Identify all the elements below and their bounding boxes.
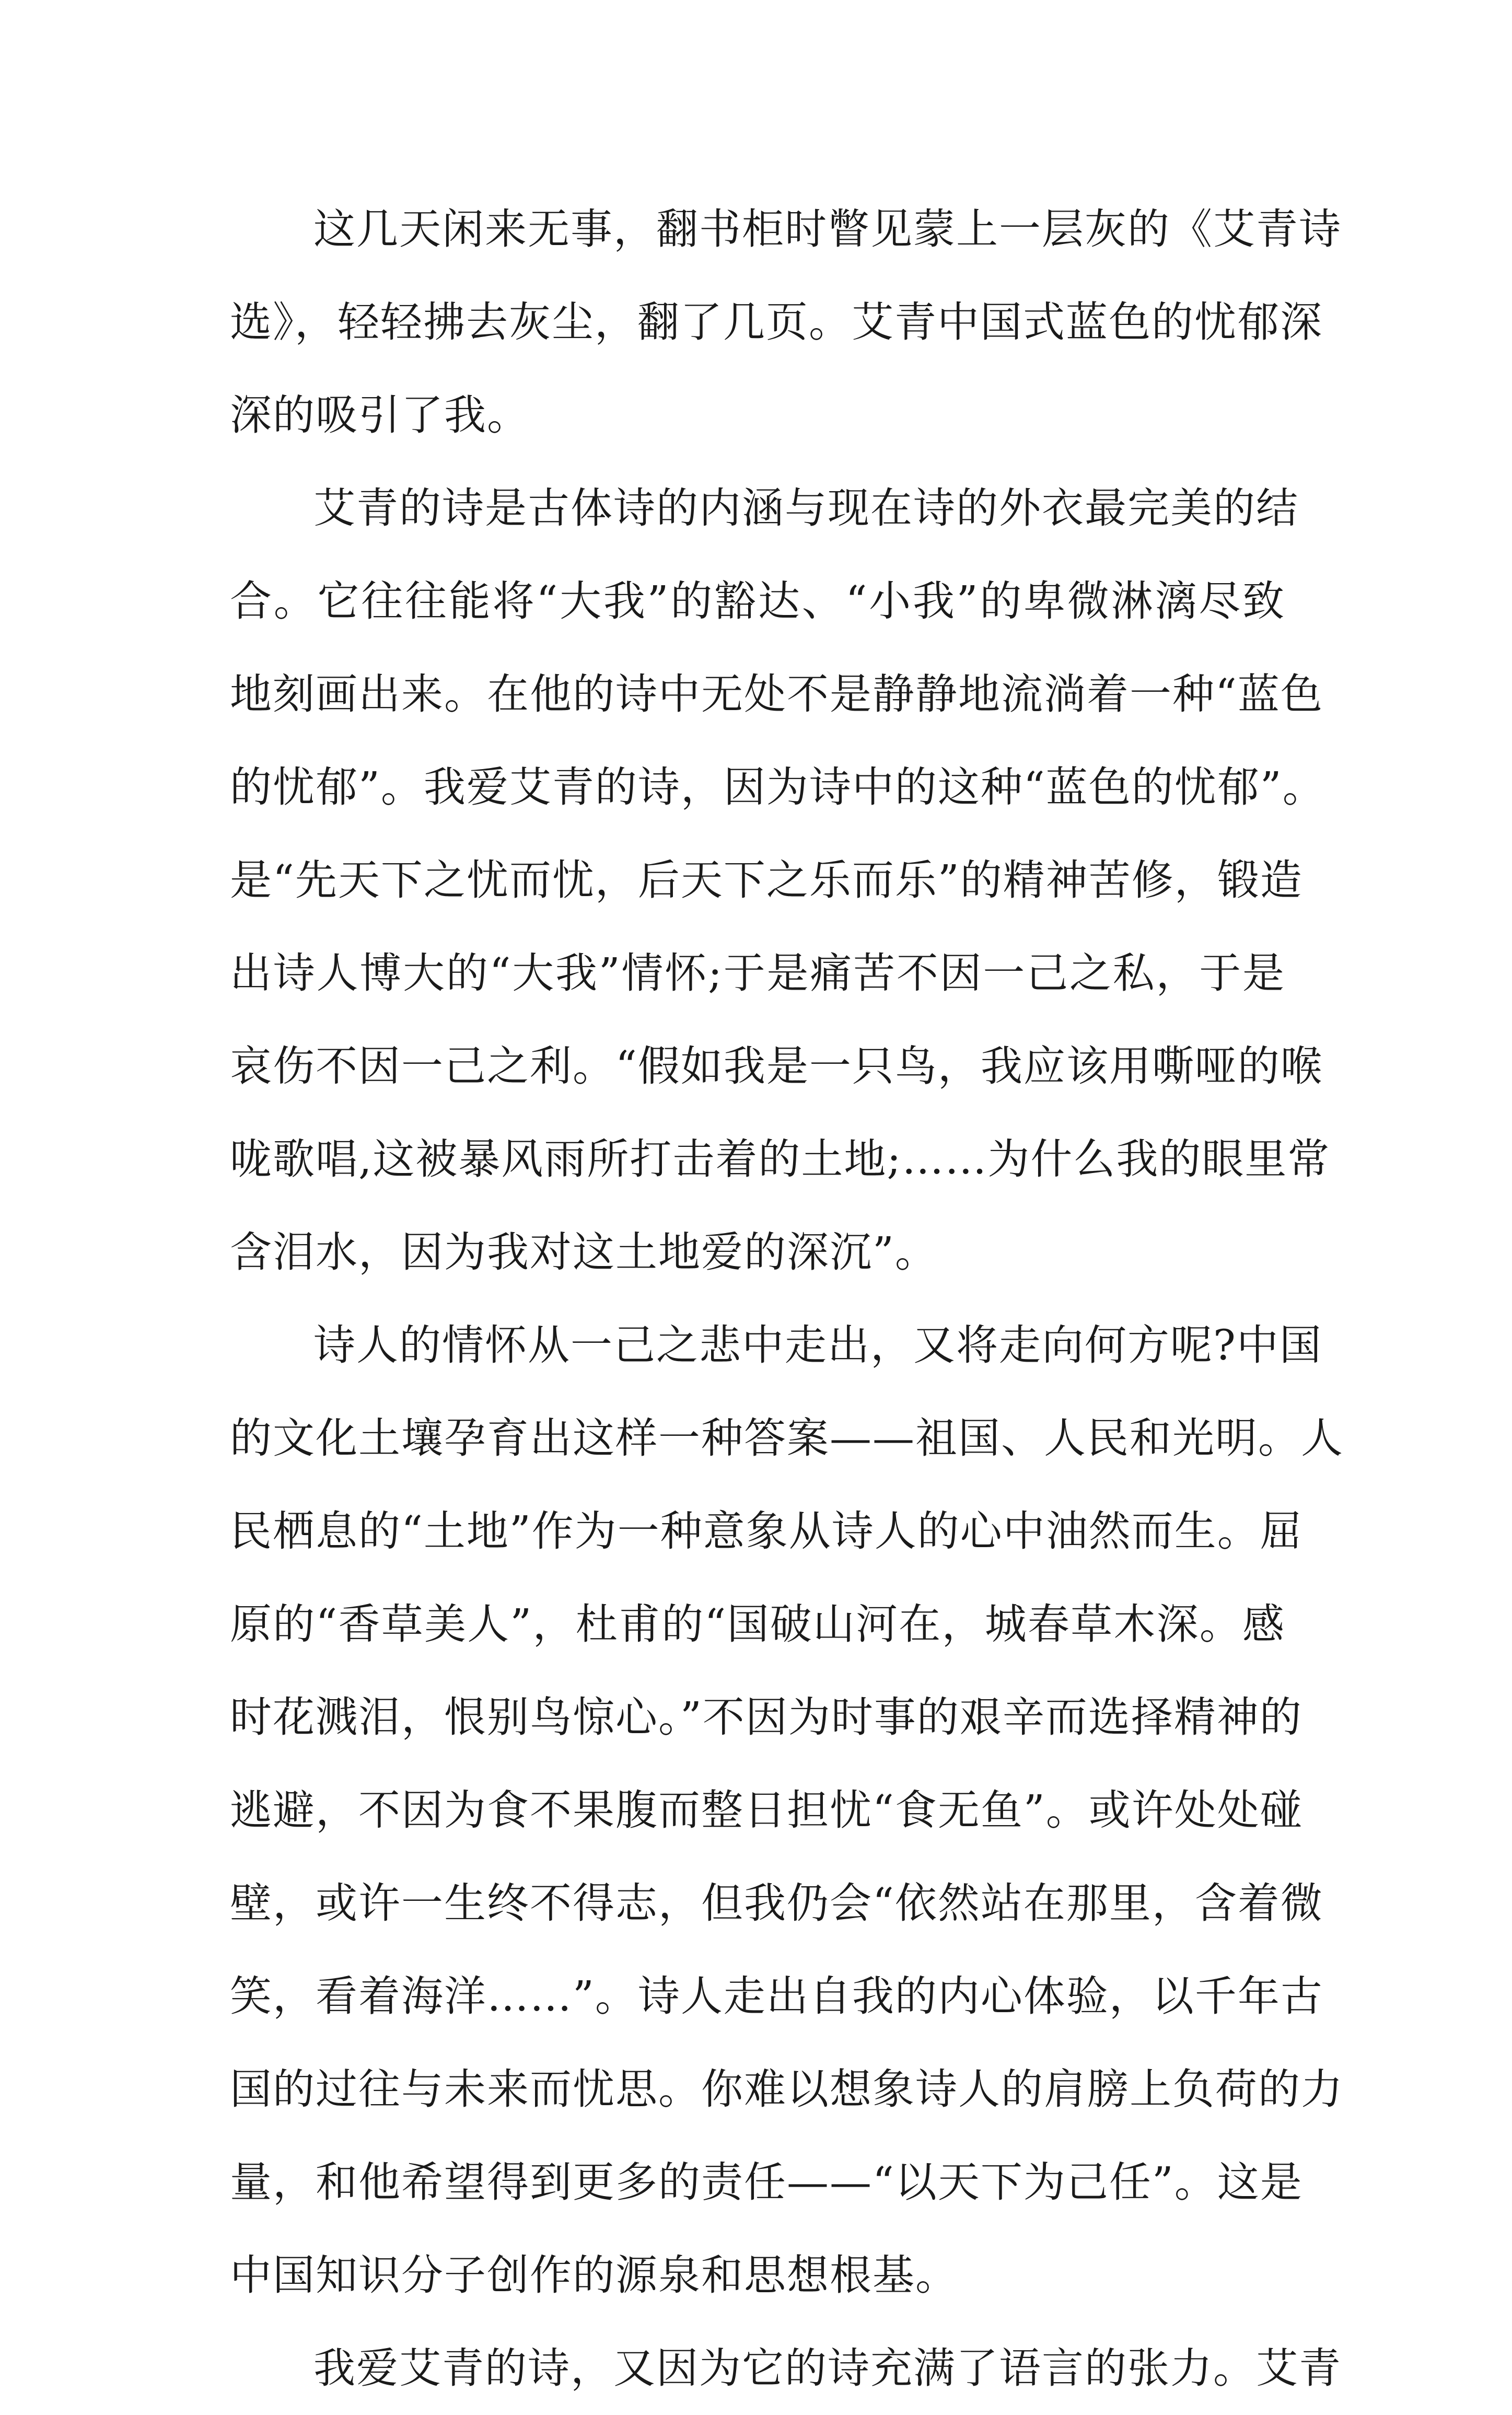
paragraph-2-line-4: 的忧郁”。我爱艾青的诗，因为诗中的这种“蓝色的忧郁”。 [230,763,1325,811]
paragraph-1-line-3: 深的吸引了我。 [230,391,530,439]
paragraph-3-line-5: 时花溅泪，恨别鸟惊心。”不因为时事的艰辛而选择精神的 [230,1693,1302,1741]
paragraph-2-line-5: 是“先天下之忧而忧，后天下之乐而乐”的精神苦修，锻造 [230,856,1303,904]
paragraph-3-line-3: 民栖息的“土地”作为一种意象从诗人的心中油然而生。屈 [230,1507,1303,1555]
paragraph-2-line-9: 含泪水，因为我对这土地爱的深沉”。 [230,1228,938,1276]
paragraph-3-line-1: 诗人的情怀从一己之悲中走出，又将走向何方呢?中国 [313,1321,1322,1369]
paragraph-3-line-9: 国的过往与未来而忧思。你难以想象诗人的肩膀上负荷的力 [230,2065,1344,2114]
paragraph-3-line-10: 量，和他希望得到更多的责任——“以天下为己任”。这是 [230,2158,1303,2207]
document-body [230,183,1344,2415]
paragraph-1-line-1: 这几天闲来无事，翻书柜时瞥见蒙上一层灰的《艾青诗 [313,205,1342,253]
paragraph-3-line-7: 壁，或许一生终不得志，但我仍会“依然站在那里，含着微 [230,1879,1323,1928]
paragraph-3-line-2: 的文化土壤孕育出这样一种答案——祖国、人民和光明。人 [230,1414,1344,1462]
paragraph-2-line-7: 哀伤不因一己之利。“假如我是一只鸟，我应该用嘶哑的喉 [230,1042,1323,1090]
paragraph-4-line-1: 我爱艾青的诗，又因为它的诗充满了语言的张力。艾青 [313,2344,1342,2393]
paragraph-2-line-8: 咙歌唱,这被暴风雨所打击着的土地;……为什么我的眼里常 [230,1135,1331,1183]
paragraph-1-line-2: 选》，轻轻拂去灰尘，翻了几页。艾青中国式蓝色的忧郁深 [230,298,1323,346]
paragraph-3-line-6: 逃避，不因为食不果腹而整日担忧“食无鱼”。或许处处碰 [230,1786,1303,1835]
paragraph-2-line-6: 出诗人博大的“大我”情怀;于是痛苦不因一己之私，于是 [230,949,1285,997]
paragraph-2-line-3: 地刻画出来。在他的诗中无处不是静静地流淌着一种“蓝色 [230,670,1323,718]
paragraph-2-line-2: 合。它往往能将“大我”的豁达、“小我”的卑微淋漓尽致 [230,577,1285,625]
paragraph-3-line-8: 笑，看着海洋……”。诗人走出自我的内心体验，以千年古 [230,1972,1323,2021]
paragraph-2-line-1: 艾青的诗是古体诗的内涵与现在诗的外衣最完美的结 [313,484,1299,532]
paragraph-3-line-11: 中国知识分子创作的源泉和思想根基。 [230,2251,958,2300]
paragraph-3-line-4: 原的“香草美人”，杜甫的“国破山河在，城春草木深。感 [230,1600,1285,1648]
